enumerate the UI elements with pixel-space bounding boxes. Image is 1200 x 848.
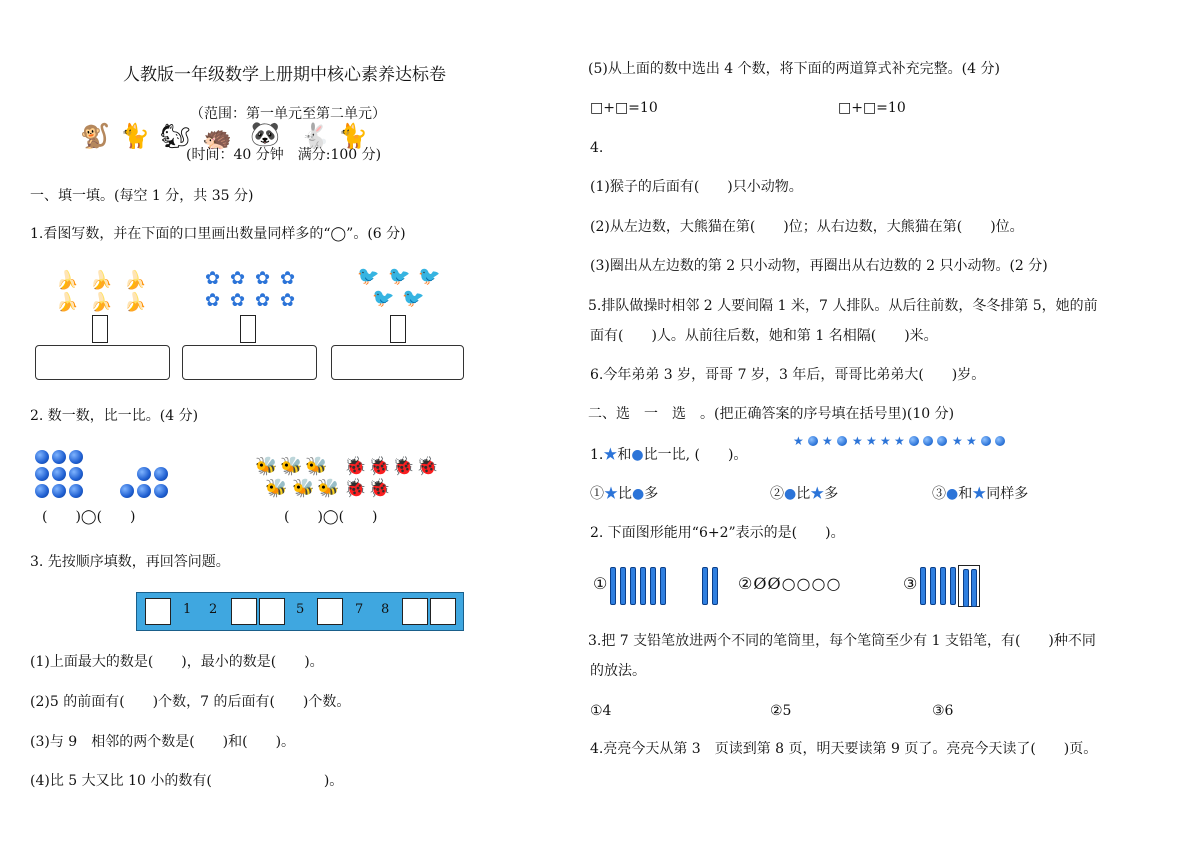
dot-icon [937, 436, 947, 446]
q2-text: 2. 数一数，比一比。(4 分) [30, 408, 199, 424]
s2q1-prefix: 1. [590, 447, 604, 463]
option-label: ① [590, 486, 604, 502]
ruler-number: 2 [209, 602, 218, 617]
q5-line-a: 5.排队做操时相邻 2 人要间隔 1 米，7 人排队。从后往前数，冬冬排第 5，她的前 [588, 298, 1098, 314]
rabbit-icon: 🐇 [300, 122, 330, 150]
dot-icon [808, 436, 818, 446]
squirrel-icon: 🐿 [160, 122, 191, 150]
s2q3-option-1[interactable]: ①4 [590, 703, 612, 719]
pencil-icon [920, 567, 926, 605]
option-text: 多 [824, 486, 839, 502]
banana-icon: 🍌 [124, 270, 147, 291]
dot-icon [837, 436, 847, 446]
pencil-icon [971, 569, 977, 607]
star-icon: ★ [866, 434, 877, 448]
star-icon: ★ [966, 434, 977, 448]
ball-icon [137, 467, 151, 481]
monkey-icon: 🐒 [80, 122, 110, 150]
pencil-icon [930, 567, 936, 605]
dot-icon [981, 436, 991, 446]
ruler-number: 8 [381, 602, 390, 617]
star-icon: ★ [822, 434, 833, 448]
section1-heading: 一、填一填。(每空 1 分，共 35 分) [30, 188, 254, 204]
ruler-number: 1 [183, 602, 192, 617]
dot-icon [923, 436, 933, 446]
ball-icon [69, 484, 83, 498]
q4-1-text: (1)猴子的后面有( )只小动物。 [590, 179, 803, 195]
ruler-number: 5 [296, 602, 305, 617]
section2-heading: 二、选 一 选 。(把正确答案的序号填在括号里)(10 分) [588, 406, 955, 422]
ball-icon [52, 450, 66, 464]
flower-icon: ✿ [280, 268, 296, 289]
ball-icon [154, 484, 168, 498]
equation-1[interactable]: □+□=10 [590, 100, 658, 116]
answer-box-flowers[interactable] [240, 315, 256, 343]
bee-icon: 🐝 [280, 456, 303, 477]
ladybug-icon: 🐞 [416, 456, 439, 477]
draw-box-bananas[interactable] [35, 345, 170, 380]
answer-box-bananas[interactable] [92, 315, 108, 343]
pencil-icon [963, 569, 969, 607]
banana-icon: 🍌 [56, 292, 79, 313]
q4-2-text: (2)从左边数，大熊猫在第( )位；从右边数，大熊猫在第( )位。 [590, 219, 1024, 235]
ball-icon [120, 484, 134, 498]
banana-icon: 🍌 [56, 270, 79, 291]
ball-icon [154, 467, 168, 481]
option-text: 多 [644, 486, 659, 502]
ruler-blank-cell[interactable] [231, 598, 257, 625]
bird-icon: 🐦 [372, 288, 395, 309]
ball-icon [52, 484, 66, 498]
equation-2[interactable]: □+□=10 [838, 100, 906, 116]
ladybug-icon: 🐞 [344, 456, 367, 477]
star-icon: ★ [793, 434, 804, 448]
s2q3-option-2[interactable]: ②5 [770, 703, 792, 719]
pencil-icon [630, 567, 636, 605]
star-icon: ★ [894, 434, 905, 448]
page-title: 人教版一年级数学上册期中核心素养达标卷 [123, 65, 446, 85]
s2q3-line-a: 3.把 7 支铅笔放进两个不同的笔筒里，每个笔筒至少有 1 支铅笔，有( )种不同 [588, 633, 1096, 649]
flower-icon: ✿ [230, 290, 246, 311]
dot-icon: ● [784, 486, 797, 502]
q3-1-text: (1)上面最大的数是( )，最小的数是( )。 [30, 654, 324, 670]
q3-3-text: (3)与 9 相邻的两个数是( )和( )。 [30, 734, 296, 750]
s2q1-option-3[interactable] [932, 485, 1028, 503]
ball-icon [35, 467, 49, 481]
star-icon: ★ [810, 486, 825, 502]
banana-icon: 🍌 [90, 292, 113, 313]
s2q3-option-3[interactable]: ③6 [932, 703, 954, 719]
time-info: (时间：40 分钟 满分:100 分) [186, 147, 382, 163]
ruler-blank-cell[interactable] [430, 598, 456, 625]
pencil-icon [640, 567, 646, 605]
ruler-blank-cell[interactable] [259, 598, 285, 625]
dot-icon [995, 436, 1005, 446]
star-icon: ★ [880, 434, 891, 448]
ball-icon [52, 467, 66, 481]
flower-icon: ✿ [205, 290, 221, 311]
pencil-icon [712, 567, 718, 605]
bee-icon: 🐝 [255, 456, 278, 477]
ladybug-icon: 🐞 [392, 456, 415, 477]
s2q1-option-1[interactable] [590, 485, 658, 503]
s2q2-option-1-label[interactable]: ① [593, 574, 608, 593]
banana-icon: 🍌 [90, 270, 113, 291]
ball-icon [35, 450, 49, 464]
ruler-blank-cell[interactable] [145, 598, 171, 625]
option-text: 比 [796, 486, 811, 502]
pencil-icon [950, 567, 956, 605]
ball-icon [69, 450, 83, 464]
s2q2-option-2[interactable]: ②ØØ○○○○ [738, 574, 842, 593]
bird-icon: 🐦 [418, 266, 441, 287]
option-text: 同样多 [986, 486, 1029, 502]
bird-icon: 🐦 [388, 266, 411, 287]
s2q1-line [590, 446, 747, 464]
dot-icon [909, 436, 919, 446]
pencil-icon [940, 567, 946, 605]
pencil-icon [650, 567, 656, 605]
bee-icon: 🐝 [292, 478, 315, 499]
pencil-icon [702, 567, 708, 605]
q6-text: 6.今年弟弟 3 岁，哥哥 7 岁，3 年后，哥哥比弟弟大( )岁。 [590, 367, 986, 383]
ladybug-icon: 🐞 [368, 478, 391, 499]
draw-box-birds[interactable] [331, 345, 464, 380]
s2q1-and: 和 [617, 447, 632, 463]
option-label: ③ [932, 486, 946, 502]
number-ruler [136, 592, 464, 631]
s2q2-text: 2. 下面图形能用“6+2”表示的是( )。 [590, 525, 845, 541]
bee-icon: 🐝 [317, 478, 340, 499]
dot-icon: ● [631, 447, 644, 463]
scope-text: （范围：第一单元至第二单元） [190, 106, 386, 122]
pencil-icon [660, 567, 666, 605]
cat-icon: 🐈 [120, 122, 150, 150]
bee-icon: 🐝 [305, 456, 328, 477]
s2q2-option-3-label[interactable]: ③ [903, 574, 918, 593]
q3-5-text: (5)从上面的数中选出 4 个数，将下面的两道算式补充完整。(4 分) [588, 61, 1000, 77]
q1-text: 1.看图写数，并在下面的口里画出数量同样多的“◯”。(6 分) [30, 226, 406, 242]
flower-icon: ✿ [255, 268, 271, 289]
q4-number: 4. [590, 140, 604, 156]
q2-compare-b[interactable]: ( )◯( ) [284, 509, 378, 525]
answer-box-birds[interactable] [390, 315, 406, 343]
pencil-icon [610, 567, 616, 605]
q5-line-b: 面有( )人。从前往后数，她和第 1 名相隔( )米。 [590, 328, 938, 344]
ruler-number: 7 [355, 602, 364, 617]
s2q1-suffix: 比一比, ( )。 [643, 447, 748, 463]
option-text: 比 [618, 486, 632, 502]
flower-icon: ✿ [230, 268, 246, 289]
bird-icon: 🐦 [357, 266, 380, 287]
bird-icon: 🐦 [402, 288, 425, 309]
star-icon: ★ [852, 434, 863, 448]
bee-icon: 🐝 [265, 478, 288, 499]
ball-icon [69, 467, 83, 481]
flower-icon: ✿ [205, 268, 221, 289]
ruler-blank-cell[interactable] [402, 598, 428, 625]
s2q3-line-b: 的放法。 [590, 663, 646, 679]
q3-text: 3. 先按顺序填数，再回答问题。 [30, 554, 230, 570]
s2q1-option-2[interactable] [770, 485, 838, 503]
q3-4-text: (4)比 5 大又比 10 小的数有( )。 [30, 773, 344, 789]
ball-icon [35, 484, 49, 498]
dot-icon: ● [632, 486, 645, 502]
star-icon: ★ [952, 434, 963, 448]
s2q4-text: 4.亮亮今天从第 3 页读到第 8 页，明天要读第 9 页了。亮亮今天读了( )页。 [590, 741, 1098, 757]
ball-icon [137, 484, 151, 498]
ladybug-icon: 🐞 [344, 478, 367, 499]
ruler-blank-cell[interactable] [317, 598, 343, 625]
flower-icon: ✿ [280, 290, 296, 311]
star-icon: ★ [972, 486, 987, 502]
flower-icon: ✿ [255, 290, 271, 311]
q2-compare-a[interactable]: ( )◯( ) [42, 509, 136, 525]
cat2-icon: 🐈 [338, 122, 368, 150]
q3-2-text: (2)5 的前面有( )个数，7 的后面有( )个数。 [30, 694, 351, 710]
ladybug-icon: 🐞 [368, 456, 391, 477]
draw-box-flowers[interactable] [182, 345, 317, 380]
panda-icon: 🐼 [250, 120, 280, 148]
pencil-icon [620, 567, 626, 605]
q4-3-text: (3)圈出从左边数的第 2 只小动物，再圈出从右边数的 2 只小动物。(2 分) [590, 258, 1048, 274]
star-icon: ★ [604, 486, 618, 502]
option-label: ② [770, 486, 784, 502]
dot-icon: ● [946, 486, 959, 502]
banana-icon: 🍌 [124, 292, 147, 313]
star-icon: ★ [603, 447, 618, 463]
hedgehog-icon: 🦔 [202, 124, 232, 152]
option-text: 和 [958, 486, 973, 502]
